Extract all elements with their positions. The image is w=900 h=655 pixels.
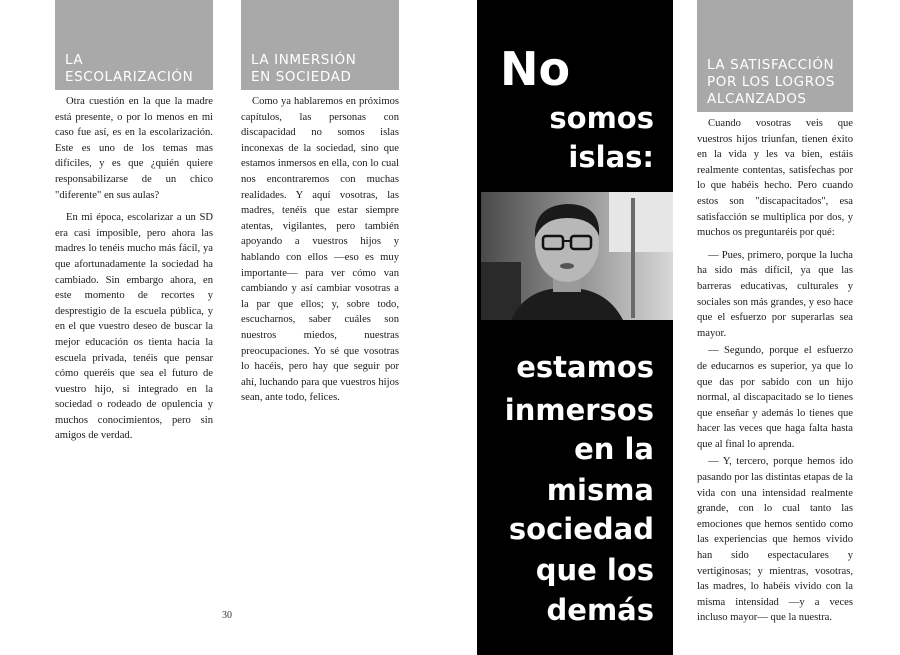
paragraph: Otra cuestión en la que la madre está presente, o por lo menos en mi caso fue así, es en la escolarización. Este es uno de los temas mas difíciles, y es que ¿quién quiere responsabilizarse de un chico "diferente" en sus aulas? [55, 96, 213, 201]
quote-word: misma [546, 473, 654, 507]
paragraph: — Segundo, porque el esfuerzo de educarnos es superior, ya que lo que das por sabido con un hijo normal, al discapacitado se lo tienes que enseñar y además lo tienes que hacer las veces que haga falta hasta que al final lo aprenda. [697, 345, 853, 450]
paragraph: — Y, tercero, porque hemos ido pasando por las distintas etapas de la vida con una intensidad realmente grande, con lo cual tanto las emociones que hemos sentido como las experiencias que hemos vivido han sido espectaculares y vertiginosas; y mientras, vosotras, las madres, lo habéis vivido con la misma intensidad —y a veces incluso mayor— que la nuestra. [697, 456, 853, 624]
quote-word: somos [549, 101, 654, 135]
quote-word: en la [574, 432, 654, 466]
heading-line: LA [65, 52, 84, 68]
paragraph: En mi época, escolarizar a un SD era casi imposible, pero ahora las madres lo tenéis mucho más fácil, ya que afortunadamente la sociedad ha cambiado. Sin embargo ahora, en este momento de recortes y desprestigio de la escuela pública, y en el que vuestro deseo de buscar la mejor educación os tienta hacia la escuela privada, tenéis que pensar cómo queréis que sea el futuro de vuestro hijo, si integrado en la sociedad o rodeado de opulencia y muchos conocimientos, pero sin amigos de verdad. [55, 212, 213, 442]
column-inmersion [241, 94, 399, 413]
heading-satisfaccion [697, 0, 853, 112]
paragraph: Cuando vosotras veis que vuestros hijos triunfan, tienen éxito en la vida y les va bien, estáis realmente contentas, satisfechas por lo que habéis hecho. Pero cuando estos son "discapacitados", esa satisfacción se multiplica por dos, y muchos os preguntaréis por qué: [697, 118, 853, 239]
quote-word: que los [535, 553, 654, 587]
paragraph: — Pues, primero, porque la lucha ha sido más difícil, ya que las barreras educativas, culturales y sociales son más grandes, y eso hace que el esfuerzo por superarlas sea mayor. [697, 249, 853, 339]
page-number: 30 [222, 610, 232, 621]
paragraph: Como ya hablaremos en próximos capítulos, las personas con discapacidad no somos islas inconexas de la sociedad, sino que estamos inmersos en ella, con lo cual nos encontraremos con muchas realidades. Y aquí vosotras, las madres, tenéis que estar siempre atentas, vigilantes, pero también apoyando a vuestros hijos y hablando con ellos —eso es muy importante— para ver cómo van cambiando y así cambiar vosotras a la par que ellos; y, sobre todo, escucharnos, saber cuáles son nuestros miedos, nuestras preocupaciones. Yo sé que vosotras lo hacéis, pero hay que seguir por ahí, luchando para que vuestros hijos sean, ante todo, felices. [241, 96, 399, 404]
heading-line: ALCANZADOS [707, 91, 807, 107]
quote-word-no: No [500, 42, 571, 96]
heading-line: POR LOS LOGROS [707, 74, 836, 90]
heading-line: LA SATISFACCIÓN [707, 57, 835, 73]
heading-inmersion [241, 0, 399, 90]
heading-line: EN SOCIEDAD [251, 69, 352, 85]
quote-word: demás [546, 593, 654, 627]
heading-escolarizacion [55, 0, 213, 90]
quote-word: inmersos [504, 393, 654, 427]
heading-line: ESCOLARIZACIÓN [65, 69, 194, 85]
column-escolarizacion [55, 94, 213, 451]
quote-word: estamos [516, 350, 654, 384]
column-satisfaccion [697, 116, 853, 628]
portrait-photo [481, 192, 673, 320]
heading-line: LA INMERSIÓN [251, 52, 357, 68]
quote-word: islas: [568, 140, 654, 174]
quote-word: sociedad [508, 512, 654, 546]
